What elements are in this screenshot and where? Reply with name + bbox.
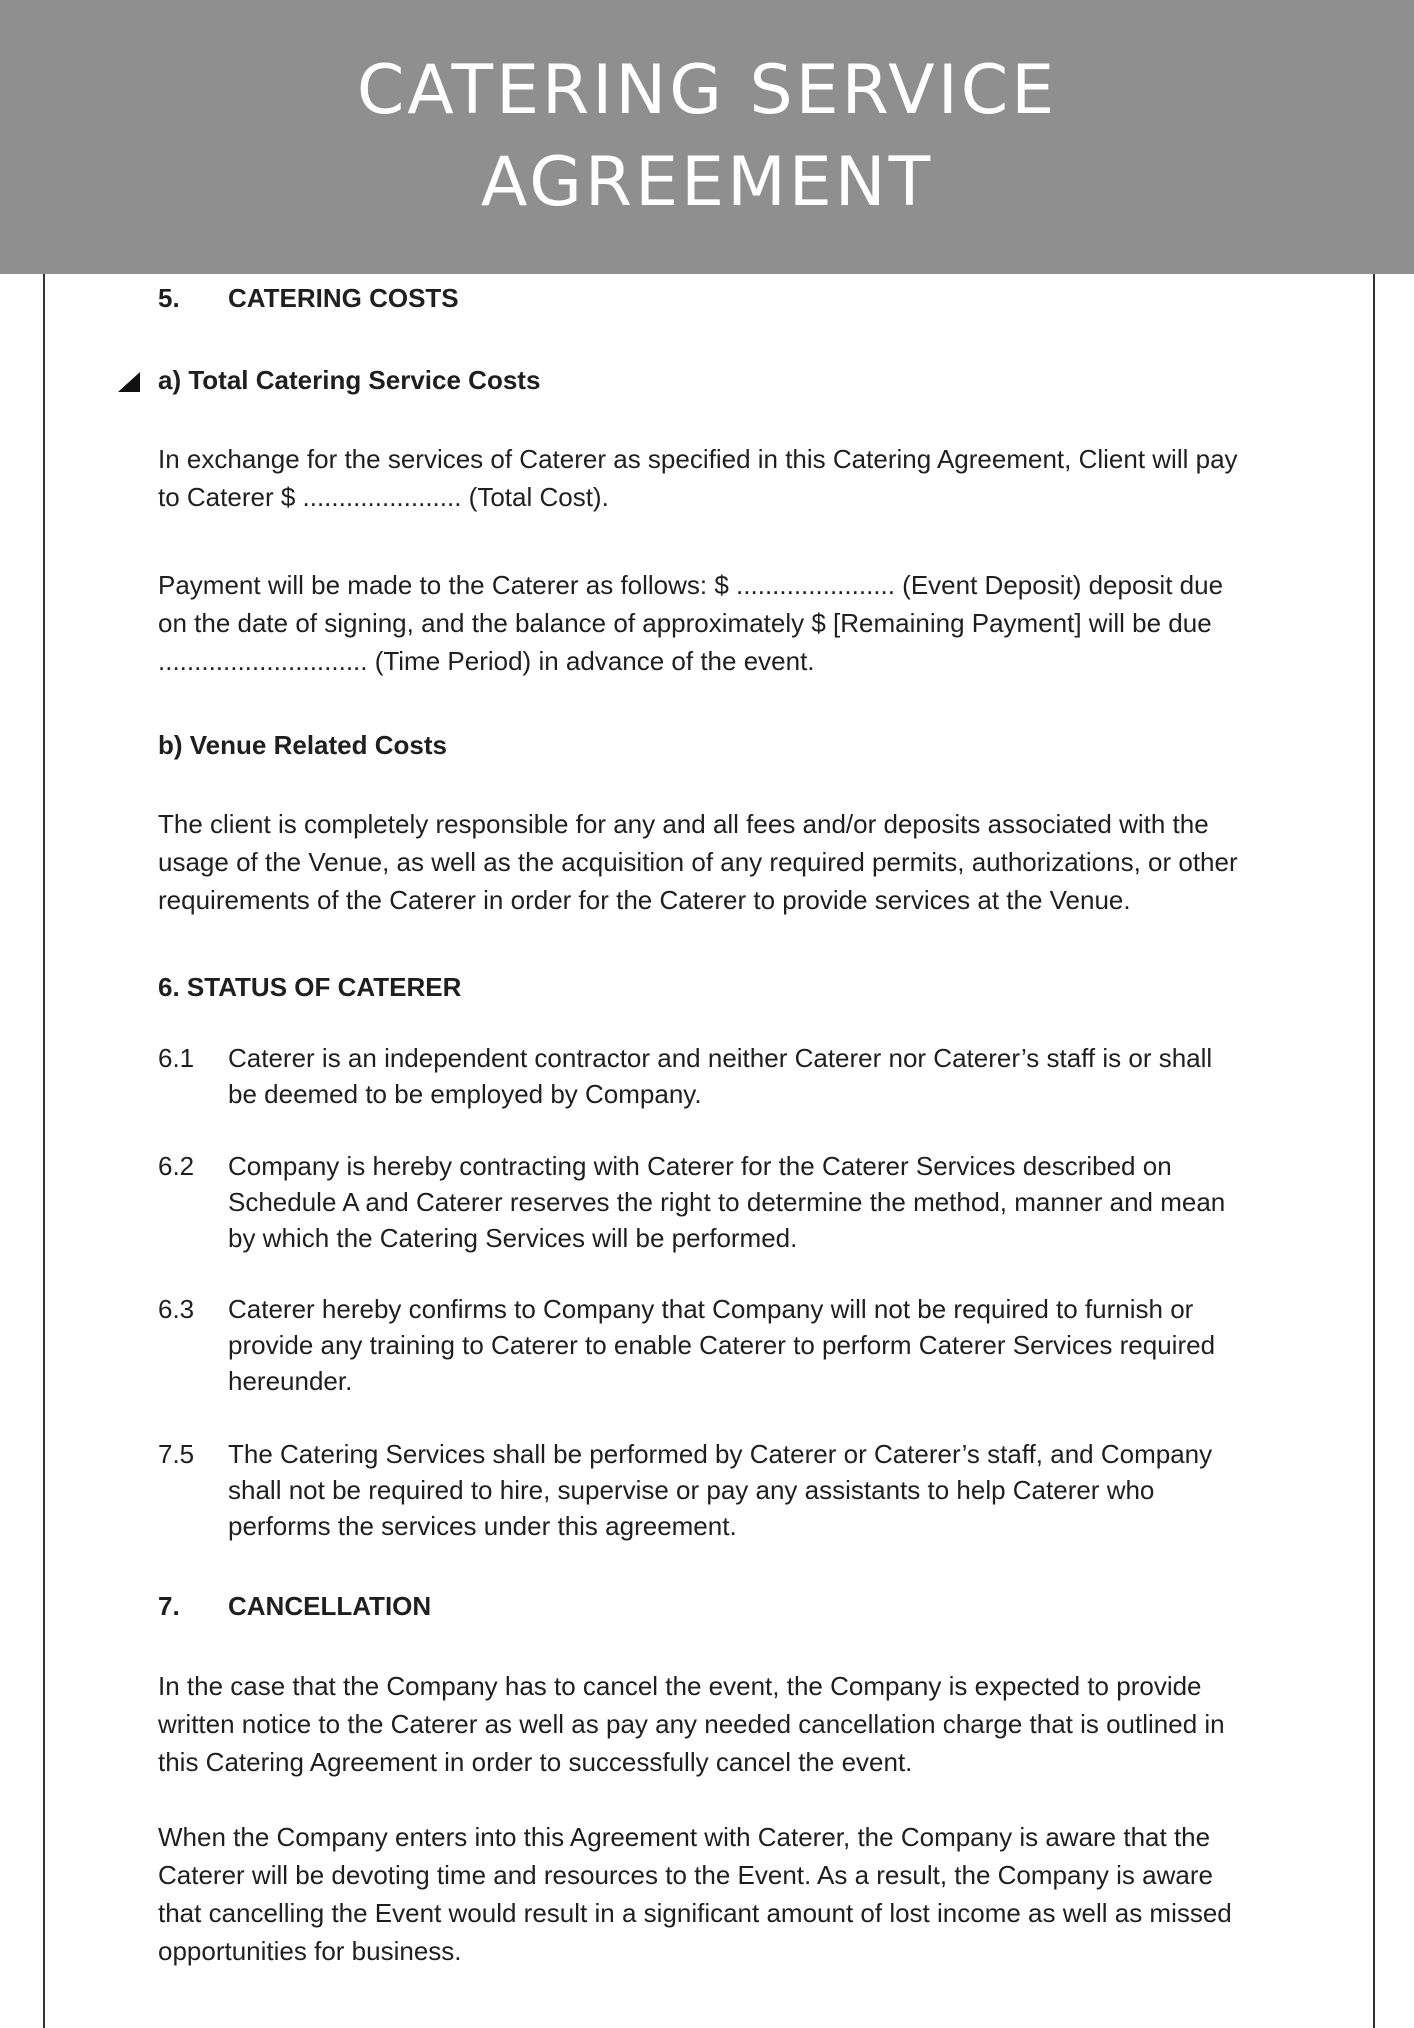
subheading-total-costs: a) Total Catering Service Costs [158, 365, 541, 395]
clause-6-1 [158, 1040, 1258, 1112]
clause-number: 6.3 [158, 1294, 195, 1324]
banner-title-line-1: CATERING SERVICE [356, 51, 1058, 130]
paragraph-cancellation-notice: In the case that the Company has to cancel the event, the Company is expected to provide written notice to the Caterer as well as pay any needed cancellation charge that is outlined in this Catering Agreement in order to successfully cancel the event. [158, 1671, 1225, 1777]
section-7-heading [158, 1588, 1258, 1625]
section-5-number: 5. [158, 283, 180, 313]
clause-7-5 [158, 1436, 1258, 1544]
section-6-heading: 6. STATUS OF CATERER [158, 972, 462, 1002]
clause-text: Caterer hereby confirms to Company that Company will not be required to furnish or provide any training to Caterer to enable Caterer to perform Caterer Services required hereunder. [228, 1294, 1216, 1396]
section-5-heading [158, 280, 1258, 317]
clause-text: Caterer is an independent contractor and neither Caterer nor Caterer’s staff is or shall be deemed to be employed by Company. [228, 1043, 1213, 1109]
collapse-triangle-icon[interactable] [118, 372, 140, 392]
banner-title-line-2: AGREEMENT [480, 143, 934, 222]
section-7-title: CANCELLATION [228, 1591, 432, 1621]
title-banner [0, 0, 1414, 274]
clause-number: 7.5 [158, 1439, 195, 1469]
paragraph-total-cost: In exchange for the services of Caterer as specified in this Catering Agreement, Client will pay to Caterer $ ...................... (Total Cost). [158, 444, 1238, 512]
clause-text: The Catering Services shall be performed by Caterer or Caterer’s staff, and Company shall not be required to hire, supervise or pay any assistants to help Caterer who performs the services under this agreement. [228, 1439, 1213, 1541]
paragraph-cancellation-impact: When the Company enters into this Agreement with Caterer, the Company is aware that the Caterer will be devoting time and resources to the Event. As a result, the Company is aware that cancelling the Event would result in a significant amount of lost income as well as missed opportunities for business. [158, 1822, 1232, 1966]
clause-number: 6.1 [158, 1043, 195, 1073]
clause-6-2 [158, 1148, 1258, 1256]
clause-text: Company is hereby contracting with Caterer for the Caterer Services described on Schedule A and Caterer reserves the right to determine the method, manner and mean by which the Catering Services will be performed. [228, 1151, 1226, 1253]
clause-6-3 [158, 1291, 1258, 1399]
paragraph-venue-costs: The client is completely responsible for any and all fees and/or deposits associated with the usage of the Venue, as well as the acquisition of any required permits, authorizations, or other requirements of the Caterer in order for the Caterer to provide services at the Venue. [158, 809, 1238, 915]
section-5-title: CATERING COSTS [228, 283, 459, 313]
subheading-venue-costs: b) Venue Related Costs [158, 730, 447, 760]
clause-number: 6.2 [158, 1151, 195, 1181]
section-7-number: 7. [158, 1591, 180, 1621]
paragraph-payment-terms: Payment will be made to the Caterer as follows: $ ...................... (Event Deposit) deposit due on the date of signing, and the balance of approximately $ [Remaining Payment] will be due ............................. (Time Period) in advance of the event. [158, 570, 1224, 676]
